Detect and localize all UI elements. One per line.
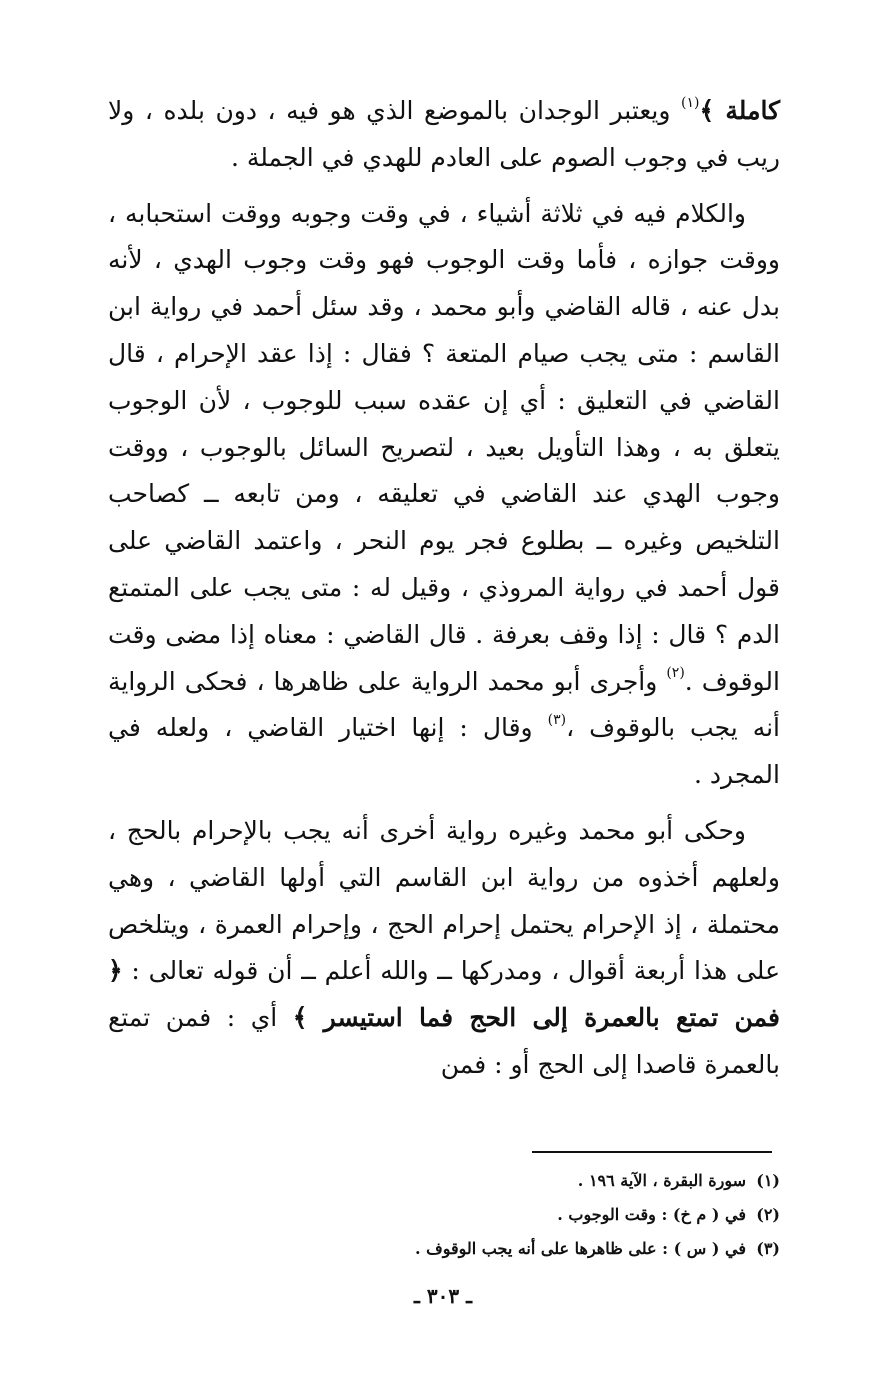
paragraph-1: [108, 88, 780, 182]
page-number: ـ ٣٠٣ ـ: [414, 1284, 472, 1308]
footnote-number: (١): [756, 1171, 780, 1190]
paragraph-text: وقال : إنها اختيار القاضي ، ولعله في المجرد .: [108, 713, 780, 790]
paragraph-3: [108, 808, 780, 1089]
footnote-2: [108, 1198, 780, 1232]
footnote-ref-2: (٢): [666, 665, 685, 682]
footnotes: [108, 1164, 780, 1266]
paragraph-text: أي : فمن تمتع بالعمرة قاصدا إلى الحج أو : فمن: [108, 1003, 780, 1079]
paragraph-text: ويعتبر الوجدان بالموضع الذي هو فيه ، دون بلده ، ولا ريب في وجوب الصوم على العادم للهدي في الجملة .: [108, 96, 780, 172]
footnote-number: (٣): [756, 1239, 780, 1258]
footnote-text: سورة البقرة ، الآية ١٩٦ .: [577, 1171, 746, 1190]
footnote-3: [108, 1232, 780, 1266]
paragraph-text: وحكى أبو محمد وغيره رواية أخرى أنه يجب بالإحرام بالحج ، ولعلهم أخذوه من رواية ابن القاسم التي أولها القاضي ، وهي محتملة ، إذ الإحرام يحتمل إحرام الحج ، وإحرام العمرة ، ويتلخص على هذا أربعة أقوال ، ومدركها ــ والله أعلم ــ أن قوله تعالى :: [108, 815, 780, 986]
main-text: [108, 88, 780, 1089]
footnote-ref-1: (١): [680, 94, 700, 111]
paragraph-text: وأجرى أبو محمد الرواية على ظاهرها ، فحكى الرواية أنه يجب بالوقوف ،: [108, 666, 781, 743]
footnote-1: [108, 1164, 780, 1198]
footnote-number: (٢): [756, 1205, 780, 1224]
footnote-ref-3: (٣): [547, 712, 567, 729]
quranic-verse: ﴿ فمن تمتع بالعمرة إلى الحج فما استيسر ﴾: [108, 956, 780, 1033]
paragraph-2: [108, 191, 780, 799]
verse-end: كاملة ﴾: [699, 96, 780, 125]
footnote-divider: [532, 1151, 772, 1153]
paragraph-text: والكلام فيه في ثلاثة أشياء ، في وقت وجوبه ووقت استحبابه ، ووقت جوازه ، فأما وقت الوجوب فهو وقت وجوب الهدي ، لأنه بدل عنه ، قاله القاضي وأبو محمد ، وقد سئل أحمد في رواية ابن القاسم : متى يجب صيام المتعة ؟ فقال : إذا عقد الإحرام ، قال القاضي في التعليق : أي إن عقده سبب للوجوب ، لأن الوجوب يتعلق به ، وهذا التأويل بعيد ، لتصريح السائل بالوجوب ، ووقت وجوب الهدي عند القاضي في تعليقه ، ومن تابعه ــ كصاحب التلخيص وغيره ــ بطلوع فجر يوم النحر ، واعتمد القاضي على قول أحمد في رواية المروذي ، وقيل له : متى يجب على المتمتع الدم ؟ قال : إذا وقف بعرفة . قال القاضي : معناه إذا مضى وقت الوقوف .: [108, 198, 780, 696]
footnote-text: في ( م خ) : وقت الوجوب .: [557, 1205, 746, 1224]
footnote-text: في ( س ) : على ظاهرها على أنه يجب الوقوف .: [414, 1239, 746, 1258]
